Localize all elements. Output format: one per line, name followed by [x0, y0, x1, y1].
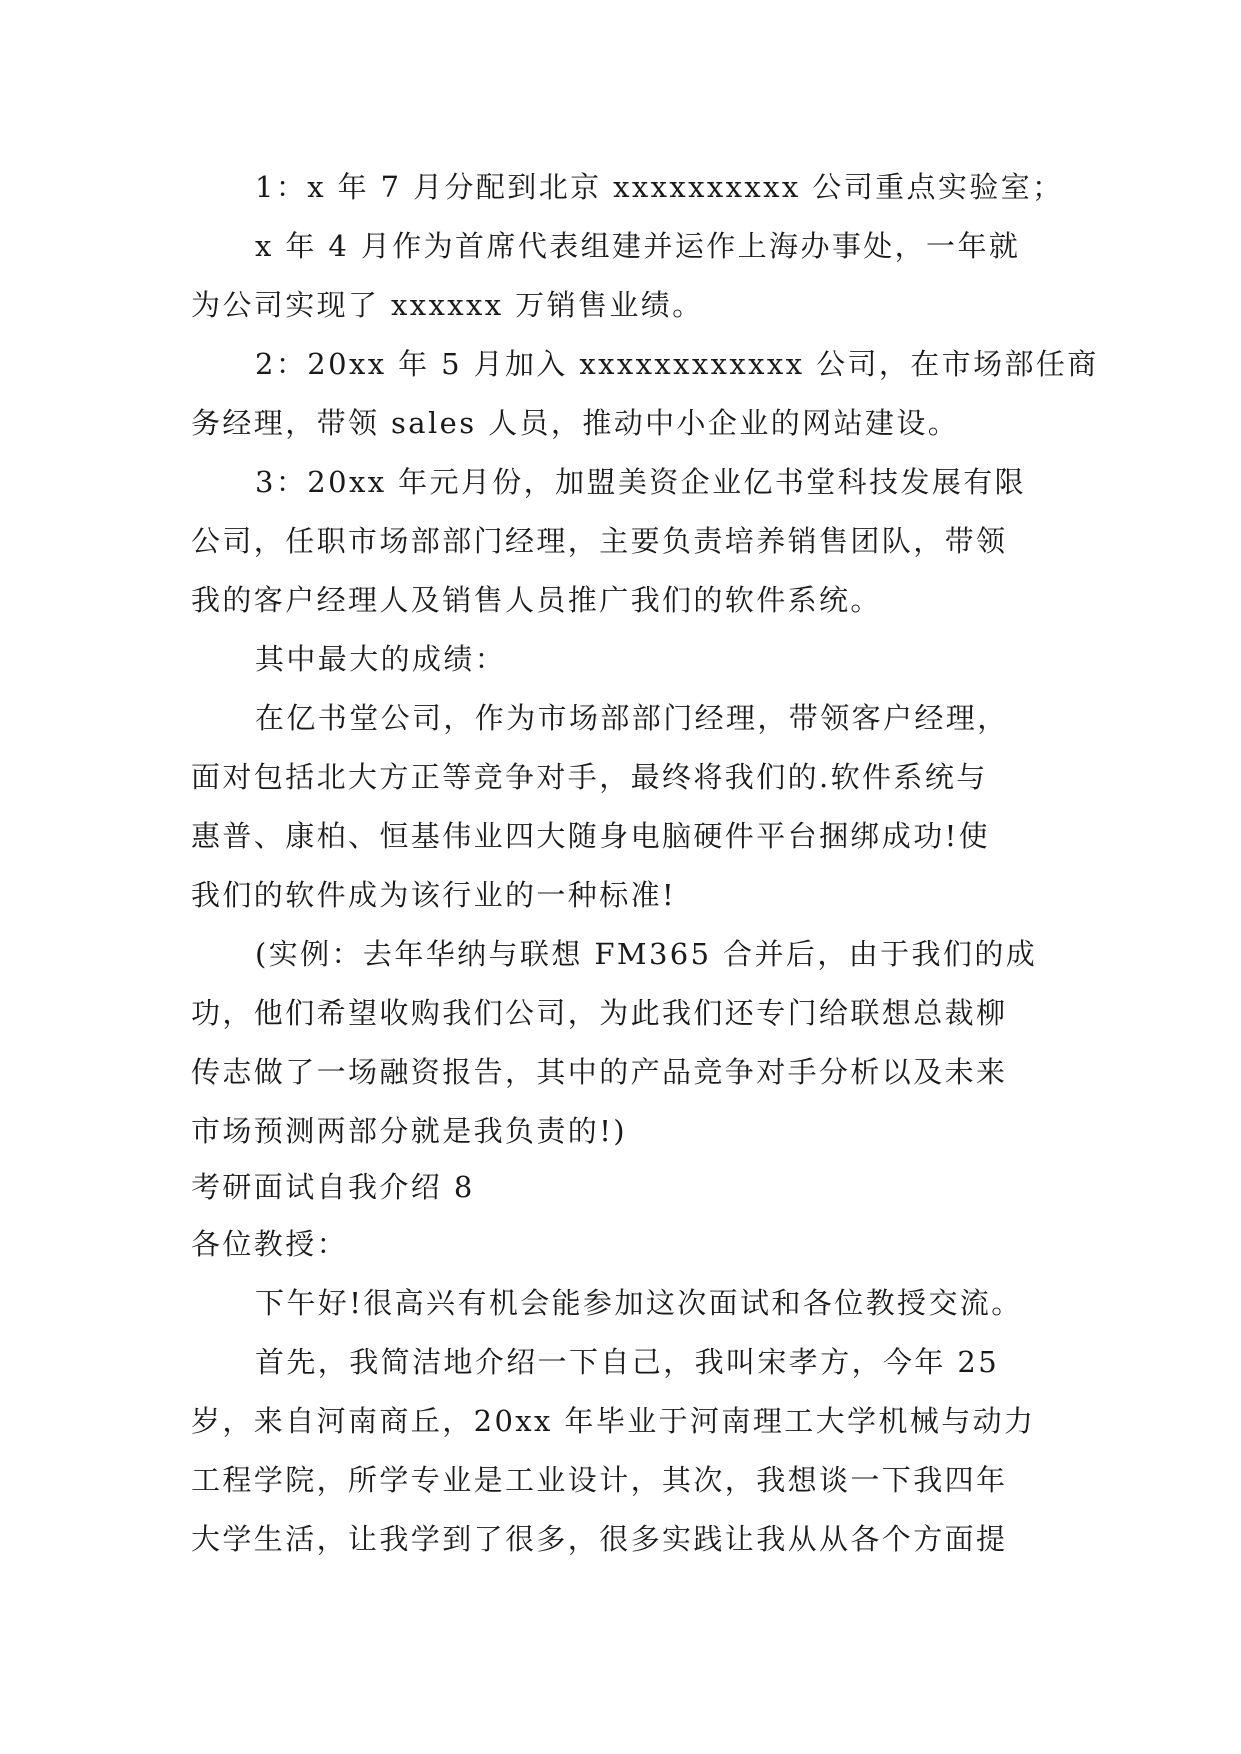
text-line: 工程学院，所学专业是工业设计，其次，我想谈一下我四年	[191, 1463, 1008, 1497]
text-line: 岁，来自河南商丘，20xx 年毕业于河南理工大学机械与动力	[191, 1404, 1036, 1438]
text-line: (实例：去年华纳与联想 FM365 合并后，由于我们的成	[255, 937, 1038, 971]
salutation: 各位教授：	[191, 1227, 349, 1261]
text-line: 务经理，带领 sales 人员，推动中小企业的网站建设。	[191, 406, 960, 440]
text-line: 下午好!很高兴有机会能参加这次面试和各位教授交流。	[255, 1286, 1023, 1320]
text-line: 在亿书堂公司，作为市场部部门经理，带领客户经理，	[255, 701, 1009, 735]
text-line: x 年 4 月作为首席代表组建并运作上海办事处，一年就	[255, 229, 1021, 263]
text-line: 其中最大的成绩：	[255, 642, 507, 676]
text-line: 2：20xx 年 5 月加入 xxxxxxxxxxxx 公司，在市场部任商	[255, 347, 1099, 381]
text-line: 功，他们希望收购我们公司，为此我们还专门给联想总裁柳	[191, 996, 1008, 1030]
text-line: 为公司实现了 xxxxxx 万销售业绩。	[191, 288, 704, 322]
section-heading: 考研面试自我介绍 8	[191, 1170, 475, 1204]
text-line: 3：20xx 年元月份，加盟美资企业亿书堂科技发展有限	[255, 465, 1027, 499]
text-line: 大学生活，让我学到了很多，很多实践让我从从各个方面提	[191, 1522, 1008, 1556]
text-line: 公司，任职市场部部门经理，主要负责培养销售团队，带领	[191, 524, 1008, 558]
text-line: 市场预测两部分就是我负责的!)	[191, 1114, 627, 1148]
text-line: 首先，我简洁地介绍一下自己，我叫宋孝方，今年 25	[255, 1345, 1000, 1379]
text-line: 传志做了一场融资报告，其中的产品竞争对手分析以及未来	[191, 1055, 1008, 1089]
text-line: 惠普、康柏、恒基伟业四大随身电脑硬件平台捆绑成功!使	[191, 819, 991, 853]
text-line: 面对包括北大方正等竞争对手，最终将我们的.软件系统与	[191, 760, 988, 794]
text-line: 我的客户经理人及销售人员推广我们的软件系统。	[191, 583, 882, 617]
text-line: 我们的软件成为该行业的一种标准!	[191, 878, 677, 912]
text-line: 1：x 年 7 月分配到北京 xxxxxxxxxx 公司重点实验室；	[255, 170, 1064, 204]
